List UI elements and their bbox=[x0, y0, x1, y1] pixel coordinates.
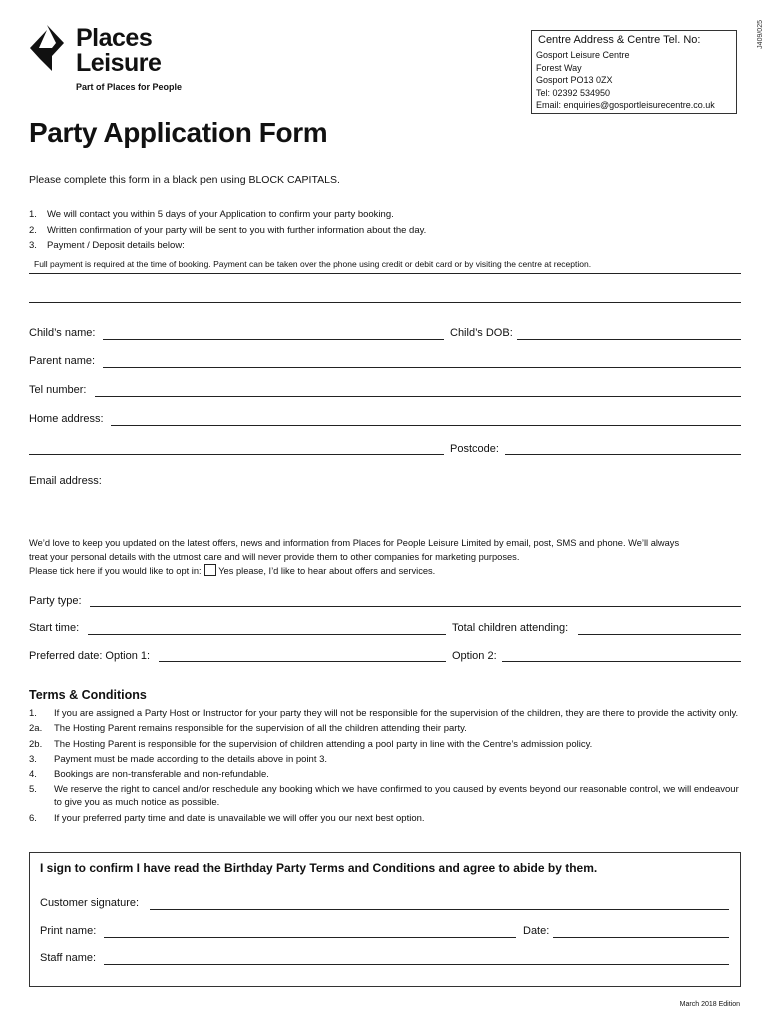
opt-in-label: Yes please, I’d like to hear about offers and services. bbox=[218, 566, 436, 576]
list-item: 6. If your preferred party time and date is unavailable we will offer you our next best option. bbox=[29, 812, 425, 824]
print-name-label: Print name: bbox=[40, 925, 97, 937]
signature-statement: I sign to confirm I have read the Birthday Party Terms and Conditions and agree to abide by them. bbox=[40, 861, 598, 875]
home-address-label: Home address: bbox=[29, 413, 104, 425]
centre-address-line: Gosport PO13 0ZX bbox=[536, 75, 613, 85]
preferred-date-1-label: Preferred date: Option 1: bbox=[29, 650, 151, 662]
total-children-field[interactable] bbox=[578, 634, 741, 635]
tel-number-field[interactable] bbox=[95, 396, 741, 397]
opt-in-checkbox[interactable] bbox=[204, 564, 216, 576]
start-time-field[interactable] bbox=[88, 634, 446, 635]
staff-name-label: Staff name: bbox=[40, 952, 97, 964]
brand-name-line2: Leisure bbox=[76, 49, 162, 77]
intro-text: Please complete this form in a black pen using BLOCK CAPITALS. bbox=[29, 174, 340, 186]
list-item: 1. We will contact you within 5 days of your Application to confirm your party booking. bbox=[29, 209, 394, 220]
list-item: 3. Payment / Deposit details below: bbox=[29, 240, 185, 251]
parent-name-label: Parent name: bbox=[29, 355, 96, 367]
centre-address-box bbox=[531, 30, 737, 114]
party-type-label: Party type: bbox=[29, 595, 82, 607]
home-address-field[interactable] bbox=[111, 425, 741, 426]
print-name-field[interactable] bbox=[104, 937, 516, 938]
date-field[interactable] bbox=[553, 937, 729, 938]
postcode-label: Postcode: bbox=[450, 443, 499, 455]
email-label: Email address: bbox=[29, 475, 102, 487]
consent-tick-prefix: Please tick here if you would like to opt in: bbox=[29, 566, 202, 576]
staff-name-field[interactable] bbox=[104, 964, 729, 965]
list-item: 2b. The Hosting Parent is responsible for the supervision of children attending a pool party in line with the Centre’s admission policy. bbox=[29, 738, 593, 750]
payment-line[interactable] bbox=[29, 273, 741, 274]
page-title: Party Application Form bbox=[29, 117, 328, 148]
edition-note: March 2018 Edition bbox=[679, 1001, 740, 1008]
tel-number-label: Tel number: bbox=[29, 384, 87, 396]
places-leisure-logo-icon bbox=[30, 25, 64, 71]
consent-text: We’d love to keep you updated on the latest offers, news and information from Places for People Leisure Limited by email, post, SMS and phone. We’ll always bbox=[29, 538, 680, 548]
brand-tagline: Part of Places for People bbox=[76, 82, 183, 92]
preferred-date-1-field[interactable] bbox=[159, 661, 446, 662]
terms-heading: Terms & Conditions bbox=[29, 688, 147, 702]
child-dob-label: Child’s DOB: bbox=[450, 327, 513, 339]
centre-address-line: Forest Way bbox=[536, 62, 582, 73]
customer-signature-label: Customer signature: bbox=[40, 897, 140, 909]
home-address-field-2[interactable] bbox=[29, 454, 444, 455]
payment-note: Full payment is required at the time of booking. Payment can be taken over the phone using credit or debit card or by visiting the centre at reception. bbox=[34, 259, 592, 269]
list-item: 5. We reserve the right to cancel and/or reschedule any booking which we have confirmed to you caused by events beyond our reasonable control, we will endeavour to give you as much notice as possible. bbox=[29, 784, 739, 809]
marketing-consent bbox=[29, 537, 744, 579]
centre-address-title: Centre Address & Centre Tel. No: bbox=[538, 34, 701, 46]
list-item: 2a. The Hosting Parent remains responsible for the supervision of all the children attending their party. bbox=[29, 723, 467, 735]
start-time-label: Start time: bbox=[29, 622, 80, 634]
list-item: 3. Payment must be made according to the details above in point 3. bbox=[29, 753, 328, 765]
payment-line[interactable] bbox=[29, 302, 741, 303]
centre-address-line: Gosport Leisure Centre bbox=[536, 50, 630, 60]
party-type-field[interactable] bbox=[90, 606, 741, 607]
total-children-label: Total children attending: bbox=[452, 622, 569, 634]
preferred-date-2-label: Option 2: bbox=[452, 650, 497, 662]
centre-email: Email: enquiries@gosportleisurecentre.co.uk bbox=[536, 100, 715, 110]
document-code: J409/025 bbox=[757, 20, 764, 49]
child-dob-field[interactable] bbox=[517, 339, 741, 340]
terms-list bbox=[29, 707, 745, 827]
list-item: 2. Written confirmation of your party will be sent to you with further information about the day. bbox=[29, 224, 427, 236]
consent-text: treat your personal details with the utmost care and will never provide them to other companies for marketing purposes. bbox=[29, 551, 520, 562]
parent-name-field[interactable] bbox=[103, 367, 741, 368]
customer-signature-field[interactable] bbox=[150, 909, 729, 910]
date-label: Date: bbox=[523, 925, 550, 937]
centre-phone: Tel: 02392 534950 bbox=[536, 87, 611, 98]
postcode-field[interactable] bbox=[505, 454, 741, 455]
list-item: 1. If you are assigned a Party Host or Instructor for your party they will not be responsible for the supervision of the children, they are there to provide the activity only. bbox=[29, 708, 739, 719]
steps-list bbox=[29, 207, 426, 254]
brand-name-line1: Places bbox=[76, 24, 153, 52]
brand-name bbox=[76, 26, 161, 76]
list-item: 4. Bookings are non-transferable and non-refundable. bbox=[29, 769, 269, 781]
child-name-field[interactable] bbox=[103, 339, 444, 340]
child-name-label: Child’s name: bbox=[29, 327, 96, 339]
preferred-date-2-field[interactable] bbox=[502, 661, 741, 662]
